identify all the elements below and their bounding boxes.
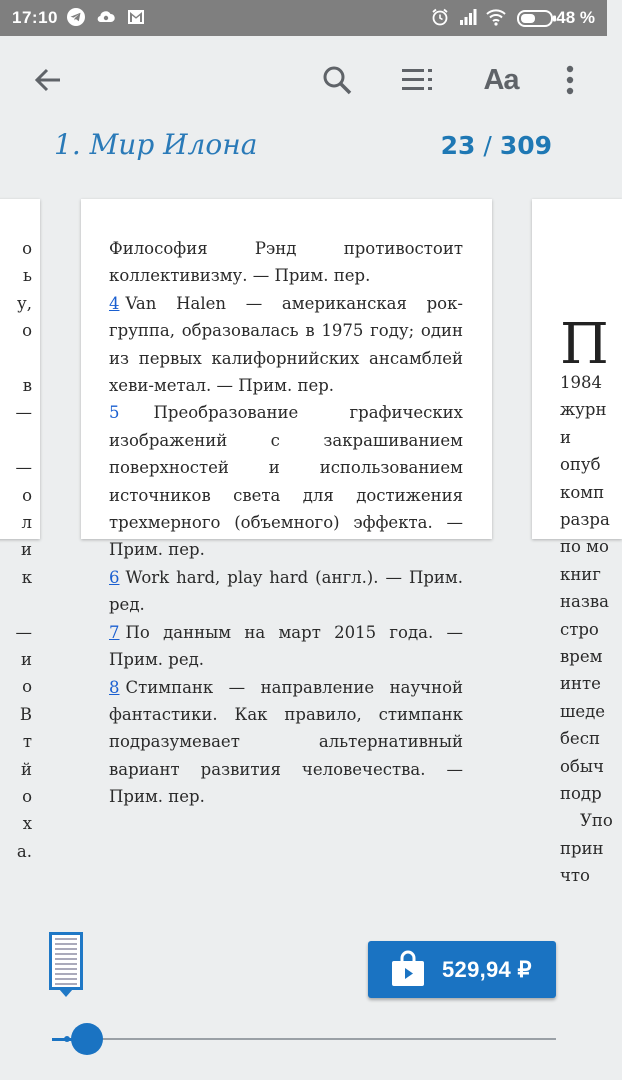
wifi-icon <box>486 7 506 27</box>
table-of-contents-icon <box>402 66 434 94</box>
next-page-line: книг <box>560 564 601 584</box>
footnote-4 <box>109 290 463 400</box>
previous-page-line: о <box>22 787 32 806</box>
previous-page-line: — <box>15 458 32 478</box>
next-page-line: подр <box>560 784 602 803</box>
next-page-line: Упо <box>580 811 613 831</box>
next-page-line: инте <box>560 674 601 694</box>
chapter-title[interactable]: 1. Мир Илона <box>54 128 258 161</box>
footnote-link[interactable]: 4 <box>109 293 120 313</box>
previous-page-line: а. <box>16 841 32 861</box>
footnote-link[interactable]: 5 <box>109 403 120 423</box>
next-page-line: стро <box>560 619 599 639</box>
next-page-line: обыч <box>560 756 604 776</box>
page-counter <box>441 131 552 160</box>
previous-page-line: и <box>21 650 32 669</box>
next-page-line: журн <box>560 400 607 420</box>
more-vertical-icon <box>565 65 575 95</box>
previous-page-line: о <box>22 677 32 697</box>
next-page-line: по мо <box>560 537 609 557</box>
arrow-left-icon <box>33 65 63 95</box>
footnote-link[interactable]: 6 <box>109 567 120 587</box>
previous-page[interactable] <box>0 199 40 861</box>
next-page-line: шеде <box>560 701 606 721</box>
previous-page-line: В <box>19 704 32 724</box>
next-page-line: прин <box>560 838 604 858</box>
progress-marker <box>64 1036 70 1042</box>
next-page-line: комп <box>560 482 605 502</box>
previous-page-line: т <box>22 732 32 752</box>
previous-page-line: о <box>22 239 32 258</box>
footnote-intro: Философия Рэнд противостоит коллективизму. — Прим. пер. <box>109 239 463 286</box>
more-options-button[interactable] <box>548 58 592 102</box>
battery-percent: 48 % <box>556 8 595 27</box>
next-page-line: опуб <box>560 455 601 475</box>
previous-page-line: и <box>21 540 32 560</box>
previous-page-line: л <box>21 513 32 532</box>
font-settings-button[interactable] <box>477 58 525 102</box>
page-thumbnail[interactable] <box>49 932 83 990</box>
footnote-6 <box>109 564 463 619</box>
footnote-link[interactable]: 7 <box>109 622 120 642</box>
next-page-line: назва <box>560 592 609 612</box>
gmail-icon <box>126 7 146 27</box>
previous-page-line: ь <box>23 266 32 286</box>
status-bar <box>0 0 607 36</box>
previous-page-line: у, <box>17 293 32 313</box>
previous-page-line: к <box>21 567 32 587</box>
footnote-5 <box>109 399 463 563</box>
next-page-line: 1984 <box>560 373 602 392</box>
status-time: 17:10 <box>12 8 58 27</box>
page-separator: / <box>483 131 492 160</box>
footnote-text: Преобразование графических изображений с закрашиванием поверхностей и использованием источников света для достижения трехмерного (объемного) эффекта. — Прим. пер. <box>109 403 463 560</box>
next-page-line: разра <box>560 510 610 529</box>
price-label: 529,94 ₽ <box>442 956 532 982</box>
telegram-icon <box>66 7 86 27</box>
previous-page-line: — <box>15 403 32 423</box>
previous-page-line: в <box>22 376 32 395</box>
previous-page-line: о <box>22 485 32 505</box>
footnote-8 <box>109 674 463 811</box>
search-button[interactable] <box>315 58 359 102</box>
shopping-bag-icon <box>390 953 426 987</box>
footnote-link[interactable]: 8 <box>109 677 120 697</box>
previous-page-line: о <box>22 321 32 341</box>
back-button[interactable] <box>26 58 70 102</box>
footnote-text: По данным на март 2015 года. — Прим. ред. <box>109 622 463 670</box>
next-page-line: врем <box>560 647 603 666</box>
next-page[interactable] <box>532 199 622 886</box>
previous-page-line: х <box>22 814 32 834</box>
previous-page-line: — <box>15 622 32 642</box>
current-page-view[interactable] <box>81 199 492 807</box>
search-icon <box>321 64 353 96</box>
footnote-text: Van Halen — американская рок-группа, образовалась в 1975 году; один из первых калифорнийских ансамблей хеви-метал. — Прим. пер. <box>109 293 463 396</box>
next-page-line: что <box>560 866 590 886</box>
total-pages: 309 <box>499 131 552 160</box>
footnote-7 <box>109 619 463 674</box>
alarm-icon <box>430 7 450 27</box>
footnote-text: Work hard, play hard (англ.). — Прим. ред. <box>109 567 463 615</box>
font-settings-label: Aa <box>483 63 519 96</box>
previous-page-line: й <box>21 759 32 779</box>
next-page-line: и <box>560 427 571 447</box>
drop-cap: П <box>560 312 609 377</box>
contents-button[interactable] <box>396 58 440 102</box>
signal-icon <box>458 7 478 27</box>
current-page: 23 <box>440 131 476 160</box>
battery-icon <box>517 10 557 27</box>
progress-knob[interactable] <box>71 1023 103 1055</box>
reader-toolbar <box>0 36 607 126</box>
next-page-line: бесп <box>560 729 600 749</box>
buy-button[interactable] <box>368 941 556 998</box>
progress-track[interactable] <box>52 1038 556 1040</box>
footnote-text: Стимпанк — направление научной фантастики. Как правило, стимпанк подразумевает альтернативный вариант развития человечества. — Прим. пер. <box>109 677 463 807</box>
cloud-icon <box>96 7 116 27</box>
page-text <box>109 235 463 811</box>
